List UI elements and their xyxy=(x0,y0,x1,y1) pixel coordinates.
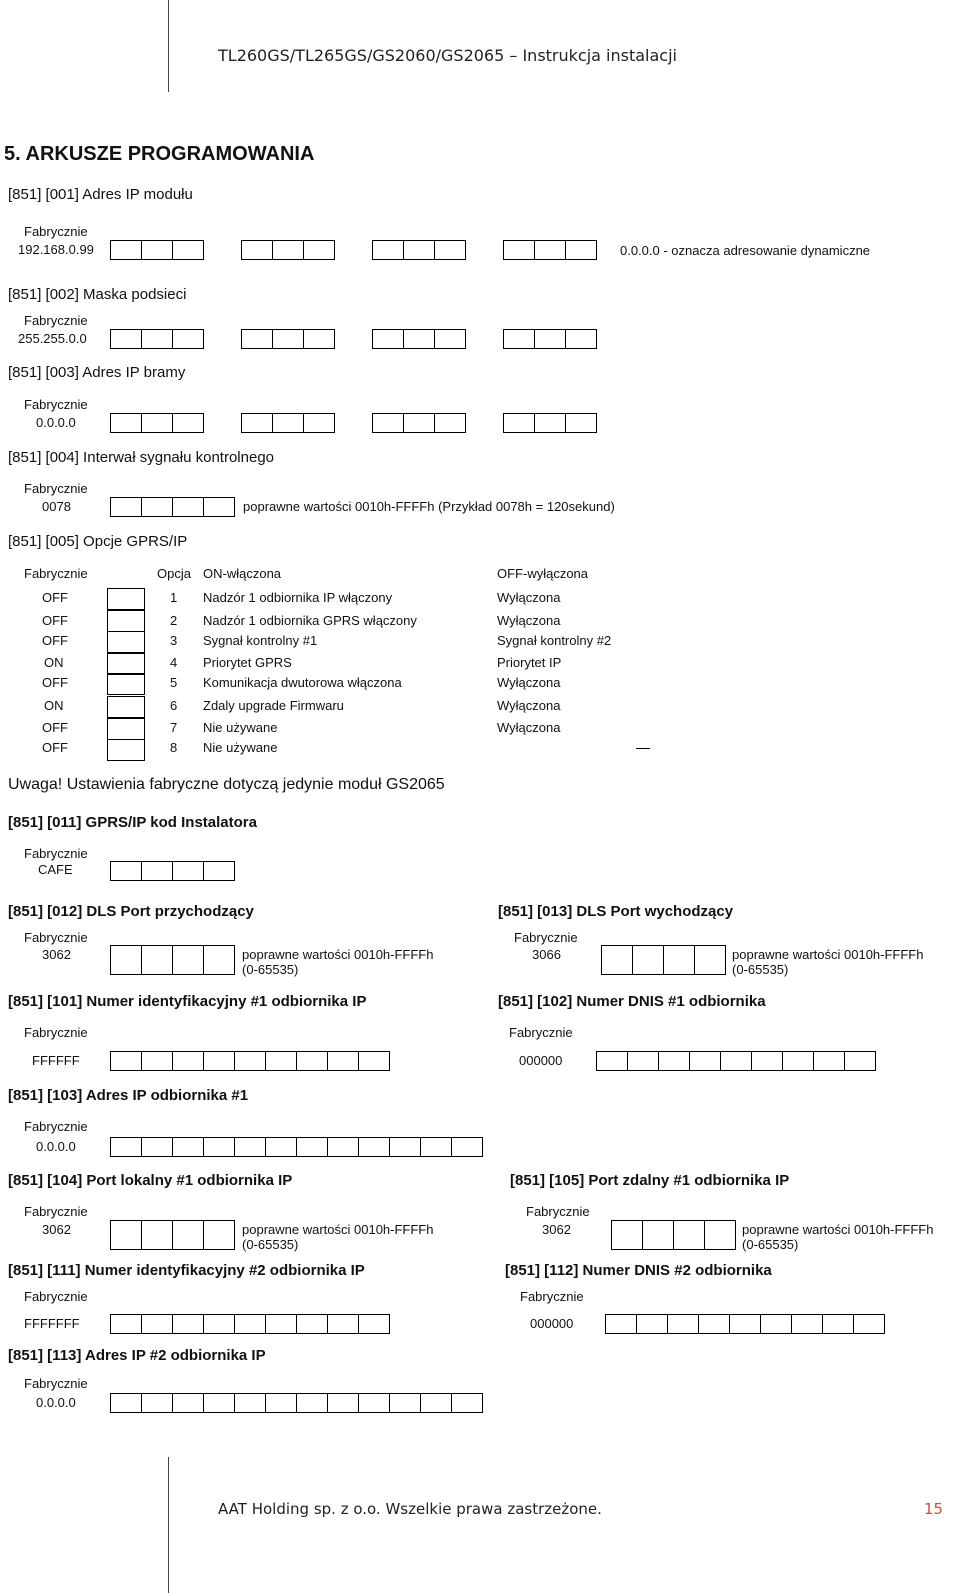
mask-octet-2[interactable] xyxy=(241,329,335,349)
default-label: Fabrycznie xyxy=(526,1204,590,1219)
default-label: Fabrycznie xyxy=(24,224,88,239)
section-105-title: [851] [105] Port zdalny #1 odbiornika IP xyxy=(510,1172,790,1189)
option-default: ON xyxy=(44,655,64,670)
option-on-text: Nie używane xyxy=(203,740,278,755)
footer-text: AAT Holding sp. z o.o. Wszelkie prawa zastrzeżone. xyxy=(218,1500,602,1518)
section-102-title: [851] [102] Numer DNIS #1 odbiornika xyxy=(498,993,766,1010)
ip-octet-4[interactable] xyxy=(503,240,597,260)
default-value: 0.0.0.0 xyxy=(36,1139,76,1154)
option-on-text: Sygnał kontrolny #1 xyxy=(203,633,318,648)
default-value: FFFFFF xyxy=(32,1053,80,1068)
section-111-title: [851] [111] Numer identyfikacyjny #2 odbiornika IP xyxy=(8,1262,365,1279)
option-checkbox[interactable] xyxy=(107,696,145,718)
option-number: 2 xyxy=(170,613,178,628)
footer-divider xyxy=(168,1457,169,1593)
option-number: 3 xyxy=(170,633,178,648)
receiver1-ip-input[interactable] xyxy=(110,1137,483,1157)
option-off-text: Wyłączona xyxy=(497,720,561,735)
option-checkbox[interactable] xyxy=(107,739,145,761)
section-011-title: [851] [011] GPRS/IP kod Instalatora xyxy=(8,814,257,831)
section-012-title: [851] [012] DLS Port przychodzący xyxy=(8,903,254,920)
section-104-range: (0-65535) xyxy=(242,1237,299,1252)
default-value: 3062 xyxy=(42,1222,71,1237)
option-checkbox[interactable] xyxy=(107,673,145,695)
note-warning: Uwaga! Ustawienia fabryczne dotyczą jedynie moduł GS2065 xyxy=(8,776,445,793)
default-label: Fabrycznie xyxy=(24,397,88,412)
default-label: Fabrycznie xyxy=(509,1025,573,1040)
option-on-text: Priorytet GPRS xyxy=(203,655,292,670)
section-001-note: 0.0.0.0 - oznacza adresowanie dynamiczne xyxy=(620,243,871,258)
section-013-range: (0-65535) xyxy=(732,962,789,977)
option-default: OFF xyxy=(42,740,68,755)
section-012-range: (0-65535) xyxy=(242,962,299,977)
section-003-title: [851] [003] Adres IP bramy xyxy=(8,364,186,381)
option-number: 7 xyxy=(170,720,178,735)
gateway-octet-3[interactable] xyxy=(372,413,466,433)
receiver1-dnis-input[interactable] xyxy=(596,1051,876,1071)
default-label: Fabrycznie xyxy=(24,481,88,496)
section-113-title: [851] [113] Adres IP #2 odbiornika IP xyxy=(8,1347,266,1364)
section-012-note: poprawne wartości 0010h-FFFFh xyxy=(242,947,434,962)
section-105-range: (0-65535) xyxy=(742,1237,799,1252)
option-checkbox[interactable] xyxy=(107,588,145,610)
receiver1-id-input[interactable] xyxy=(110,1051,390,1071)
option-on-text: Zdaly upgrade Firmwaru xyxy=(203,698,344,713)
ip-octet-2[interactable] xyxy=(241,240,335,260)
default-value: 0.0.0.0 xyxy=(36,415,76,430)
option-checkbox[interactable] xyxy=(107,610,145,632)
document-header: TL260GS/TL265GS/GS2060/GS2065 – Instrukcja instalacji xyxy=(218,46,677,65)
section-104-title: [851] [104] Port lokalny #1 odbiornika IP xyxy=(8,1172,293,1189)
receiver1-remote-port-input[interactable] xyxy=(611,1220,736,1250)
default-label: Fabrycznie xyxy=(24,1376,88,1391)
section-104-note: poprawne wartości 0010h-FFFFh xyxy=(242,1222,434,1237)
option-number: 8 xyxy=(170,740,178,755)
gateway-octet-2[interactable] xyxy=(241,413,335,433)
option-default: OFF xyxy=(42,590,68,605)
column-option: Opcja xyxy=(157,566,191,581)
option-on-text: Nie używane xyxy=(203,720,278,735)
option-off-text: Priorytet IP xyxy=(497,655,562,670)
option-off-dash xyxy=(636,748,650,749)
mask-octet-3[interactable] xyxy=(372,329,466,349)
option-on-text: Nadzór 1 odbiornika GPRS włączony xyxy=(203,613,417,628)
section-002-title: [851] [002] Maska podsieci xyxy=(8,286,187,303)
default-value: 192.168.0.99 xyxy=(18,242,94,257)
default-label: Fabrycznie xyxy=(520,1289,584,1304)
section-004-note: poprawne wartości 0010h-FFFFh (Przykład 0078h = 120sekund) xyxy=(243,499,615,514)
default-value: 0078 xyxy=(42,499,71,514)
receiver1-local-port-input[interactable] xyxy=(110,1220,235,1250)
option-default: OFF xyxy=(42,633,68,648)
default-label: Fabrycznie xyxy=(24,1289,88,1304)
option-on-text: Nadzór 1 odbiornika IP włączony xyxy=(203,590,393,605)
option-off-text: Wyłączona xyxy=(497,590,561,605)
default-label: Fabrycznie xyxy=(24,846,88,861)
section-112-title: [851] [112] Numer DNIS #2 odbiornika xyxy=(505,1262,772,1279)
option-default: ON xyxy=(44,698,64,713)
option-default: OFF xyxy=(42,675,68,690)
default-label: Fabrycznie xyxy=(24,1119,88,1134)
default-value: 3062 xyxy=(542,1222,571,1237)
page-title: 5. ARKUSZE PROGRAMOWANIA xyxy=(4,143,315,165)
receiver2-id-input[interactable] xyxy=(110,1314,390,1334)
section-101-title: [851] [101] Numer identyfikacyjny #1 odbiornika IP xyxy=(8,993,367,1010)
option-off-text: Wyłączona xyxy=(497,613,561,628)
default-value: 0.0.0.0 xyxy=(36,1395,76,1410)
ip-octet-1[interactable] xyxy=(110,240,204,260)
default-label: Fabrycznie xyxy=(24,313,88,328)
default-value: 3066 xyxy=(532,947,561,962)
section-004-title: [851] [004] Interwał sygnału kontrolnego xyxy=(8,449,275,466)
option-number: 5 xyxy=(170,675,178,690)
section-105-note: poprawne wartości 0010h-FFFFh xyxy=(742,1222,934,1237)
dls-out-port-input[interactable] xyxy=(601,945,726,975)
option-default: OFF xyxy=(42,720,68,735)
default-value: FFFFFFF xyxy=(24,1316,80,1331)
option-number: 4 xyxy=(170,655,178,670)
column-off: OFF-wyłączona xyxy=(497,566,589,581)
option-off-text: Wyłączona xyxy=(497,698,561,713)
default-label: Fabrycznie xyxy=(24,930,88,945)
option-off-text: Wyłączona xyxy=(497,675,561,690)
mask-octet-1[interactable] xyxy=(110,329,204,349)
ip-octet-3[interactable] xyxy=(372,240,466,260)
default-label: Fabrycznie xyxy=(514,930,578,945)
option-checkbox[interactable] xyxy=(107,718,145,740)
installer-code-input[interactable] xyxy=(110,861,235,881)
section-103-title: [851] [103] Adres IP odbiornika #1 xyxy=(8,1087,249,1104)
option-checkbox[interactable] xyxy=(107,653,145,675)
dls-in-port-input[interactable] xyxy=(110,945,235,975)
option-checkbox[interactable] xyxy=(107,631,145,653)
section-013-title: [851] [013] DLS Port wychodzący xyxy=(498,903,734,920)
default-value: 255.255.0.0 xyxy=(18,331,87,346)
interval-input[interactable] xyxy=(110,497,235,517)
default-value: 000000 xyxy=(530,1316,574,1331)
column-default: Fabrycznie xyxy=(24,566,88,581)
page-number: 15 xyxy=(924,1500,944,1518)
gateway-octet-4[interactable] xyxy=(503,413,597,433)
section-005-title: [851] [005] Opcje GPRS/IP xyxy=(8,533,188,550)
option-on-text: Komunikacja dwutorowa włączona xyxy=(203,675,402,690)
option-number: 1 xyxy=(170,590,178,605)
column-on: ON-włączona xyxy=(203,566,282,581)
header-divider xyxy=(168,0,169,92)
default-value: CAFE xyxy=(38,862,73,877)
section-001-title: [851] [001] Adres IP modułu xyxy=(8,186,193,203)
default-value: 3062 xyxy=(42,947,71,962)
mask-octet-4[interactable] xyxy=(503,329,597,349)
default-label: Fabrycznie xyxy=(24,1204,88,1219)
receiver2-ip-input[interactable] xyxy=(110,1393,483,1413)
receiver2-dnis-input[interactable] xyxy=(605,1314,885,1334)
default-label: Fabrycznie xyxy=(24,1025,88,1040)
option-default: OFF xyxy=(42,613,68,628)
option-off-text: Sygnał kontrolny #2 xyxy=(497,633,612,648)
section-013-note: poprawne wartości 0010h-FFFFh xyxy=(732,947,924,962)
default-value: 000000 xyxy=(519,1053,563,1068)
option-number: 6 xyxy=(170,698,178,713)
gateway-octet-1[interactable] xyxy=(110,413,204,433)
